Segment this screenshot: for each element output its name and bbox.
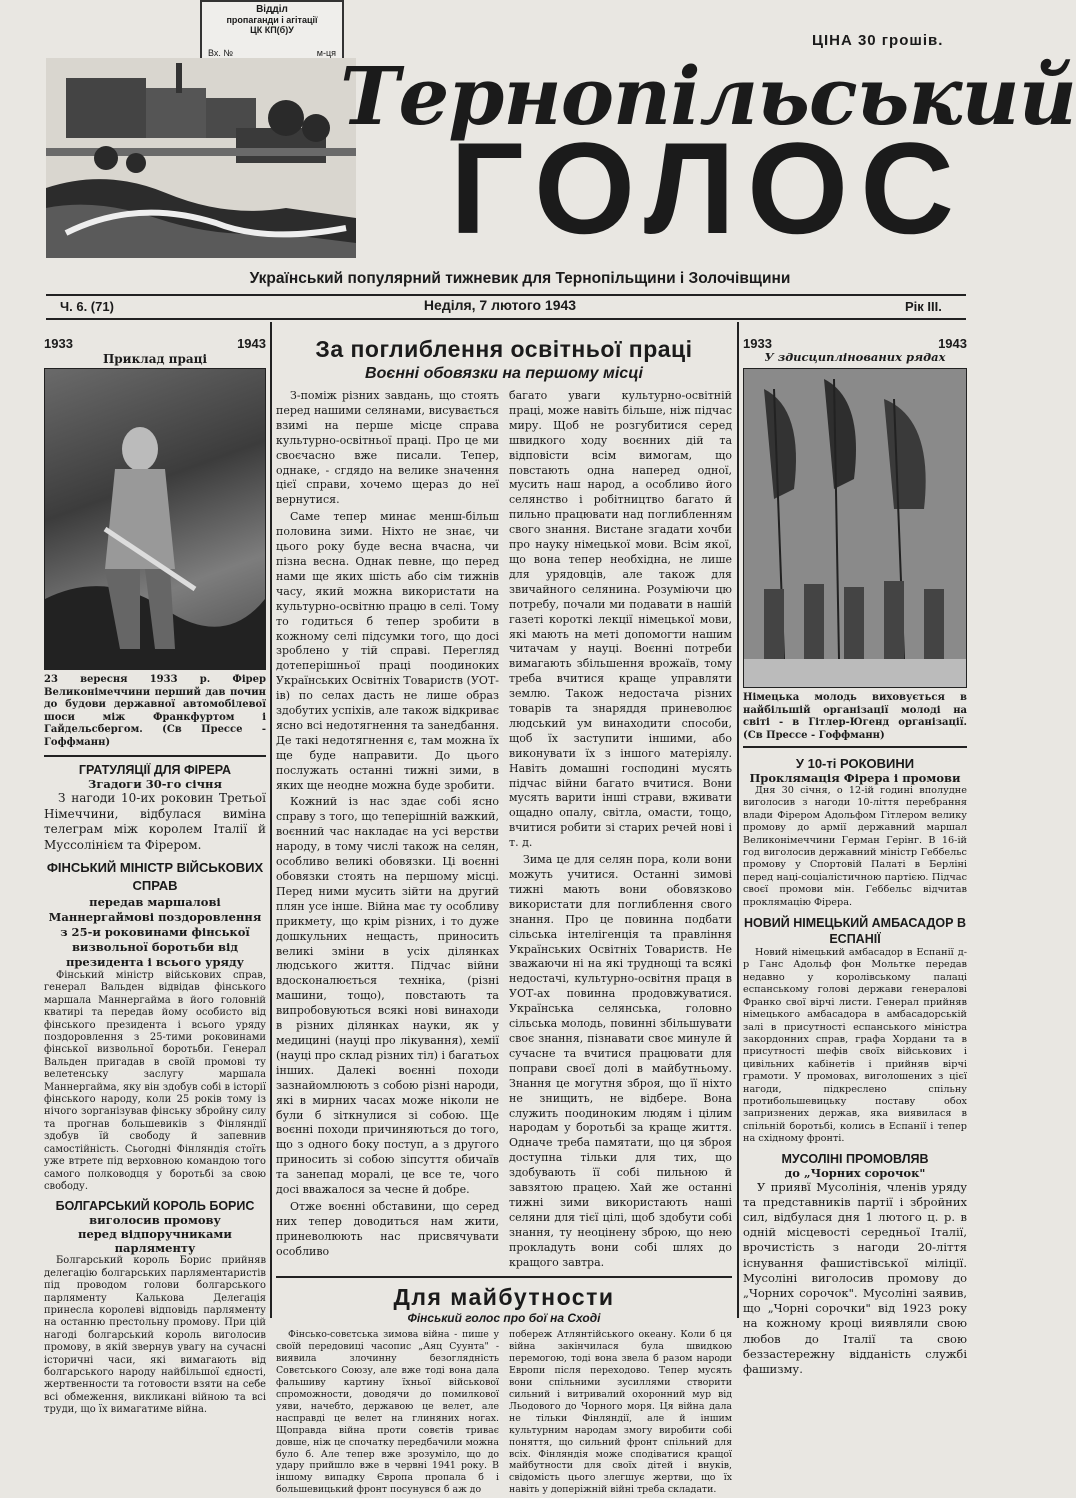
- center-bottom-article: [276, 1329, 732, 1498]
- stamp-line-2: пропаганди і агітації: [226, 15, 318, 25]
- issue-year: Рік III.: [905, 299, 942, 314]
- center-main-p6: Зима це для селян пора, коли вони можуть учитися. Останні зимові тижні мають вони обовязково використати для поглиблення свого знання. Про це повинна подбати сільська інтелігенція та правління Українських Освітніх Товариств. Не зважаючи ні на які труднощі та всякі недостачі, культурно-освітня праця в УОТ-ах повинна продовжуватися. Українська селянська, головно сільська молодь, повинні збільшувати своє знання, пізнавати своє минуле й сучасне та вчитися працювати для поправи своєї долі в майбутньому. Знання це могутня зброя, що її ніхто не знищить, не відбере. Вона служить поодиноким людям і цілим народам у боротьбі за краще життя. Одначе треба памятати, що ця зброя доступна тільки для тих, що здобувають її собі пильною й завзятою працею. Хай же останні тижні зими використають наші селяни для тієї цілі, щоб здобути собі знання, ту неоцінену зброю, що нею прокладуть вони собі шлях до кращого завтра.: [509, 853, 732, 1269]
- stamp-line-3: ЦК КП(б)У: [250, 25, 294, 35]
- center-bottom-col-2: побереж Атлянтійського океану. Коли б ця війна закінчилася була швидкою перемогою, тоді вона звела б разом народи Европи після переходово. Тепер мусять вони спільними зусиллями створити сильний і витривалий охоронний мур від Льодового до Чорного моря. Ця війна дала не тільки Фінляндії, але й іншим культурним народам змогу виробити собі поняття, що сильний фронт спільний для всіх. Фінляндія може сподіватися кращої майбутности для своїх дітей і внуків, свідомість цього злегшує жертви, що їх навіть у доперіжній війні треба складати.: [509, 1329, 732, 1496]
- left-photo-year-end: 1943: [237, 336, 266, 351]
- left-article-2-subtitle: передав маршалові Маннергаймові поздоровлення з 25-и роковинами фінської визвольної боротьби від президента і всього уряду: [48, 895, 262, 969]
- column-rule-right: [737, 322, 739, 1318]
- price: ЦІНА 30 грошів.: [812, 32, 944, 49]
- center-rule: [276, 1276, 732, 1278]
- issue-number: Ч. 6. (71): [60, 299, 114, 314]
- right-photo: [743, 368, 967, 688]
- header-rule-bottom: [46, 318, 966, 320]
- left-photo-caption: 23 вересня 1933 р. Фірер Великонімеччини перший дав почин до будови державної автомобілевої шоси між Франкфуртом і Гайдельсбергом. (Св Пресcе - Гоффманн): [44, 674, 266, 748]
- center-main-p4: Отже воєнні обставини, що серед них тепер доводиться нам жити, приневолюють нас присвячувати особливо: [276, 1199, 499, 1258]
- right-photo-year-end: 1943: [938, 336, 967, 351]
- left-photo-title: Приклад праці: [102, 352, 208, 366]
- issue-date: Неділя, 7 лютого 1943: [423, 297, 577, 313]
- right-rule-1: [743, 746, 967, 748]
- right-photo-title: У здисциплінованих рядах: [764, 350, 946, 364]
- right-photo-year-start: 1933: [743, 336, 772, 351]
- right-article-1-text: Дня 30 січня, о 12-ій годині вполудне виголосив з нагоди 10-ліття перебрання влади Фірером Адольфом Гітлером велику промову до армії державний маршал Великонімеччини Герман Герінг. В 16-ій год виголосив державний міністр Геббельс промову у Спортовій Палаті в Берліні перед наці-соціалістичною партією. Підчас своєї промови мін. Геббельс відчитав проклямацію Фірера.: [743, 785, 967, 908]
- center-main-subtitle: Воєнні обовязки на першому місці: [365, 365, 643, 382]
- stamp-line-1: Відділ: [256, 4, 288, 15]
- center-main-article: [276, 389, 732, 1272]
- left-article-1-text: З нагоди 10-их роковин Третьої Німеччини, відбулася виміна телеграм між королем Італії й Муссолінієм та Фірером.: [44, 791, 266, 852]
- left-photo-year-start: 1933: [44, 336, 73, 351]
- left-column: [44, 322, 266, 1419]
- column-rule-left: [270, 322, 272, 1318]
- center-main-p2: Саме тепер минає менш-більш половина зими. Ніхто не знає, чи цього року буде весна вчасна, чи пізна весна. Однак певне, що перед нами ще яких шість або сім тижнів часу, який можна використати на культурно-освітню працю в селі. Тому то годиться б тепер зробити в кожному селі підсумки того, що досі зроблено у тій справі. Перегляд дотеперішньої праці поодиноких Українських Освітніх Товариств (УОТ-ів) по селах дасть не лише образ здобутих успіхів, але також відкриває ясно всі недотягнення та занедбання. Де такі недотягнення є, там можна їх ще буде направити. До цього послужать останні тижні зими, в яких ще неодне можна буде зробити.: [276, 510, 499, 792]
- center-main-p5: багато уваги культурно-освітній праці, може навіть більше, ніж підчас миру. Щоб не розгубитися серед швидкого ходу воєнних дій та відповісти всім вимогам, що повстають одна наперед одної, мусить наш народ, а особливо його селянство і робітництво багато й пильно працювати над поглибленням свого знання. Вистане згадати хочби про науку німецької мови. Всім якої, що вона тепер необхідна, не лише для урядовців, але також для звичайного селянина. Розуміючи цю потребу, почали ми подавати в нашій газеті короткі лекції німецької мови, які мають на меті допомогти нашим читачам у науці. Воєнні потреби вимагають збільшення врожаїв, тому треба вчитися краще управляти землю. Також недостача різних товарів та знаряддя приневолює людський ум винаходити способи, щоб їх заступити іншими, або виконувати їх з іншого матеріялу. Навіть домашні господині мусять підчас війни багато вчитися. Вони мусять варити інші страви, вживати ощадно опалу, світла, омасти, тощо, вчитися робити зі старих речей нові і т. д.: [509, 389, 732, 850]
- left-article-3-text: Болгарський король Борис прийняв делегацію болгарських парляментаристів під проводом голови болгарського парляменту Калькова Делегація принесла королеві відповідь парляменту на останню престольну промову. При цій нагоді болгарський король виголосив промову, в якій звернув увагу на сучасні історичні часи, які вимагають від болгарського народу найбільшої єдності, жертвенности та готовости взяти на себе всі обмеження, викликані війною та всі труди, що їх вимагатиме війна.: [44, 1255, 266, 1416]
- center-bottom-subtitle: Фінський голос про бої на Сході: [407, 1311, 601, 1326]
- header-illustration: [46, 58, 356, 258]
- left-article-2-text: Фінський міністр військових справ, генерал Вальден відвідав фінського маршала Маннергайма в його головній кватирі та передав йому особисто від фінського президента і всього уряду поздоровлення з 25-тими роковинами фінської визвольної боротьби. Генерал Вальден пригадав в своїй промові ту велетенську заслугу маршала Маннергайма, яку він здобув собі в історії фінського народу, коли 25 років тому із нічого зорганізував фінську збройну силу та прогнав большевиків з Фінляндії здобув їй свободу й запевнив самостійність. Сьогодні Фінляндія стоїть уже втрете під верховною командою того самого полководця у боротьбі за свою свободу.: [44, 970, 266, 1192]
- masthead-title-line2: ГОЛОС: [450, 115, 967, 261]
- left-article-1-subtitle: Згадоги 30-го січня: [88, 777, 222, 791]
- flag-bearers-image: [744, 369, 966, 687]
- right-column: [743, 322, 967, 1379]
- left-photo: [44, 368, 266, 670]
- center-main-p1: З-поміж різних завдань, що стоять перед нашими селянами, висувається взимі на перше місце справа культурно-освітньої праці. Про це ми своєчасно вже писали. Тепер, однаке, - сгдядо на велике значення цієї справи, хочемо щераз до неї вернутися.: [276, 389, 499, 507]
- left-article-3-subtitle-1: виголосив промову: [89, 1213, 221, 1228]
- worker-with-shovel-image: [45, 369, 265, 669]
- center-column: [276, 322, 732, 1498]
- left-article-3-subtitle-2: перед відпоручниками парляменту: [78, 1227, 232, 1256]
- right-article-3-title: МУСОЛІНІ ПРОМОВЛЯВ: [781, 1151, 929, 1166]
- stamp-line-4: Вх. №: [208, 48, 234, 58]
- masthead-subtitle: Український популярний тижневик для Тернопільщини і Золочівщини: [249, 270, 791, 287]
- right-article-3-text: У приявї Мусолінія, членів уряду та представників партії і збройних сил, відбулася дня 1 лютого ц. р. в одній місцевості середньої Італії, врочистість з нагоди 20-ліття існування фашистівської міліції. Мусоліні виголосив промову до „Чорних сорочок". Мусоліні заявив, що „Чорні сорочки" від 1923 року на кожному кроці виявляли свою любов до Італії та свою беззастережну відданість службі фашизму.: [743, 1179, 967, 1376]
- center-bottom-title: Для майбутности: [393, 1284, 615, 1311]
- right-article-1-subtitle: Проклямація Фірера і промови: [749, 771, 961, 785]
- masthead-title-line1: Тернопільський: [340, 49, 1076, 143]
- right-article-2-title: НОВИЙ НІМЕЦЬКИЙ АМБАСАДОР В ЕСПАНІЇ: [744, 916, 966, 947]
- right-photo-caption: Німецька молодь виховується в найбільшій організації молоді на світі - в Гітлер-Югенд організації. (Св Пресcе - Гоффманн): [743, 692, 967, 741]
- archive-stamp: [200, 0, 344, 66]
- right-article-1-title: У 10-ті РОКОВИНИ: [795, 756, 915, 771]
- center-main-col-2: [509, 389, 732, 1272]
- center-main-title: За поглиблення освітньої праці: [315, 336, 693, 362]
- left-article-3-title: БОЛГАРСЬКИЙ КОРОЛЬ БОРИС: [55, 1199, 255, 1214]
- left-article-2-title: ФІНСЬКИЙ МІНІСТР ВІЙСЬКОВИХ СПРАВ: [46, 860, 264, 893]
- left-article-1-title: ГРАТУЛЯЦІЇ ДЛЯ ФІРЕРА: [78, 763, 232, 777]
- right-article-2-text: Новий німецький амбасадор в Еспанії д-р Ганс Адольф фон Мольтке передав недавно у королівському палаці еспанському голові держави генералові Франко свої вірчі листи. Генерал прийняв німецького амбасадора в амбасадорській залі в присутності еспанського міністра закордонних справ, графа Хордани та в присутності шефів своїх військових і цивільних кабінетів і прийняв вірчі грамоти. У промовах, виголошених з цієї нагоди, підкреслено спільну протибольшевицьку поставу обох запризнених держав, яка виявилася в спільній боротьбі, колись в Еспанії і тепер на східному фронті.: [743, 947, 967, 1145]
- center-bottom-col-1: Фінсько-совєтська зимова війна - пише у своїй передовиці часопис „Аяц Суунта" - виявила злочинну безоглядність Совєтського Союзу, але вже тоді вона дала фальшиву картину їхньої військової спроможности, доводячи до помилкової уяви, начебто, державою це велет, але насправді це велет на глиняних ногах. Щоправда війна проти совєтів триває довше, ніж це спочатку передбачили можна було б. Але тепер вже зрозуміло, що до удару прийшло вже в червні 1941 року. В іншому випадку Європа пропала б і большевицький фронт посунувся б аж до: [276, 1329, 499, 1496]
- left-rule-1: [44, 755, 266, 757]
- stamp-line-5: м-ця: [316, 48, 336, 58]
- header-rule-top: [46, 294, 966, 296]
- right-article-3-subtitle: до „Чорних сорочок": [784, 1165, 926, 1180]
- center-main-col-1: [276, 389, 499, 1272]
- center-main-p3: Кожний із нас здає собі ясно справу з того, що теперішній важкий, воєнний час накладає на усі верстви народу, в тому числі також на селян, особливо великі обовязки. Ці воєнні обовязки стоять на першому місці. Перед ними мусить зійти на другий плян усе інше. Війна має ту особливу прикмету, що крім різних, і то дуже дошкульних нещасть, приносить великі зміни в усіх ділянках людського життя. Підчас війни вдосконалюється техніка, (різні машини, тощо), повстають та випробовуються всякі нові винаходи в різних ділянках науки, як у медицині (науці про лікування), хемії (науці про склад різних тіл) і багатьох інших. Далекі воєнні походи зазнайомлюють з собою різні народи, які в мирних часах може ніколи не були б зіткнулися зі собою. Ще воєнні походи причиняються до того, що з одного боку поступ, а з другого приносить зі собою зіпсуття обичаїв та занепад моралі, це все те, чого досі вважалося за чесне й добре.: [276, 795, 499, 1197]
